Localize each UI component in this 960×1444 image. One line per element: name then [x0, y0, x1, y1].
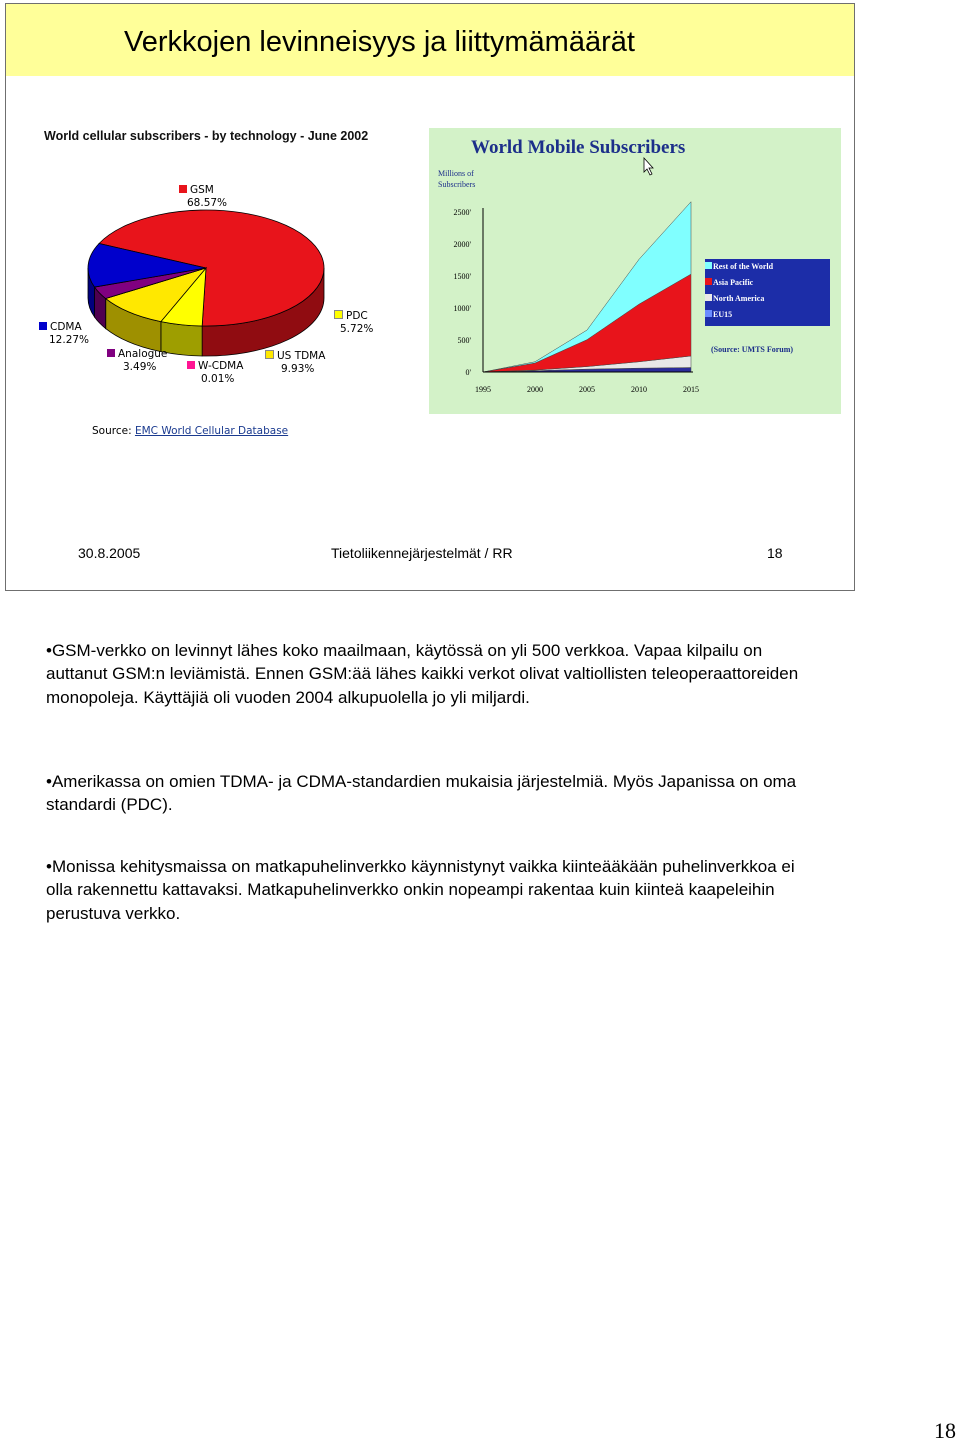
area-ytick-label: 0' [466, 368, 472, 377]
pie-label-gsm-name: GSM [190, 184, 214, 196]
pie-label-wcdma-value: 0.01% [187, 373, 243, 386]
pie-label-ustdma-name: US TDMA [277, 350, 325, 362]
footer-center: Tietoliikennejärjestelmät / RR [331, 544, 513, 562]
area-legend-label: Asia Pacific [713, 278, 754, 287]
area-chart-title: World Mobile Subscribers [471, 137, 685, 159]
pdc-swatch [334, 310, 343, 319]
area-xtick-label: 2005 [579, 385, 595, 394]
paragraph-2: •Amerikassa on omien TDMA- ja CDMA-standardien mukaisia järjestelmiä. Myös Japanissa on oma standardi (PDC). [46, 770, 816, 817]
pie-label-wcdma-name: W-CDMA [198, 360, 243, 372]
area-xtick-label: 1995 [475, 385, 491, 394]
pie-label-analogue-value: 3.49% [107, 361, 167, 374]
pie-label-cdma-name: CDMA [50, 321, 82, 333]
area-legend-label: Rest of the World [713, 262, 774, 271]
area-legend-label: EU15 [713, 310, 732, 319]
pie-label-gsm-value: 68.57% [179, 197, 227, 210]
pie-label-ustdma-value: 9.93% [265, 363, 325, 376]
pie-label-analogue-name: Analogue [118, 348, 167, 360]
pie-source-prefix: Source: [92, 425, 135, 437]
slide-frame [5, 3, 855, 591]
wcdma-swatch [187, 361, 195, 369]
area-xtick-label: 2015 [683, 385, 699, 394]
area-legend-swatch [705, 262, 712, 269]
area-ytick-label: 2000' [454, 240, 472, 249]
pie-label-wcdma [187, 360, 243, 386]
area-legend-swatch [705, 310, 712, 317]
pie-label-analogue [107, 348, 167, 374]
area-ytick-label: 1000' [454, 304, 472, 313]
pie-source [92, 425, 288, 437]
pie-label-pdc [334, 310, 373, 336]
pie-label-cdma [39, 321, 89, 347]
paragraph-3: •Monissa kehitysmaissa on matkapuhelinverkko käynnistynyt vaikka kiinteääkään puhelinverkkoa ei olla rakennettu kattavaksi. Matkapuhelinverkko onkin nopeampi rakentaa kuin kiinteä kaapeleihin perustuva verkko. [46, 855, 816, 925]
pie-label-cdma-value: 12.27% [39, 334, 89, 347]
slide-title: Verkkojen levinneisyys ja liittymämäärät [124, 24, 635, 60]
cdma-swatch [39, 322, 47, 330]
ustdma-swatch [265, 350, 274, 359]
pie-label-gsm [179, 184, 227, 210]
area-legend-swatch [705, 294, 712, 301]
area-legend-label: North America [713, 294, 764, 303]
area-ytick-label: 1500' [454, 272, 472, 281]
pie-label-pdc-value: 5.72% [334, 323, 373, 336]
area-legend-swatch [705, 278, 712, 285]
footer-date: 30.8.2005 [78, 544, 140, 562]
pie-label-pdc-name: PDC [346, 310, 368, 322]
paragraph-1: •GSM-verkko on levinnyt lähes koko maailmaan, käytössä on yli 500 verkkoa. Vapaa kilpailu on auttanut GSM:n leviämistä. Ennen GSM:ää lähes kaikki verkot olivat valtiollisten teleoperaattoreiden monopoleja. Käyttäjiä oli vuoden 2004 alkupuolella jo yli miljardi. [46, 639, 816, 709]
analogue-swatch [107, 349, 115, 357]
cursor-icon [644, 158, 653, 175]
area-xtick-label: 2000 [527, 385, 543, 394]
area-xtick-label: 2010 [631, 385, 647, 394]
page-number: 18 [934, 1418, 956, 1444]
footer-page: 18 [767, 544, 783, 562]
area-ytick-label: 500' [458, 336, 472, 345]
pie-source-link[interactable]: EMC World Cellular Database [135, 425, 288, 437]
area-chart [429, 128, 841, 414]
pie-label-ustdma [265, 350, 325, 376]
area-source: (Source: UMTS Forum) [711, 345, 793, 354]
pie-chart-title: World cellular subscribers - by technology - June 2002 [44, 129, 368, 143]
gsm-swatch [179, 185, 187, 193]
area-chart-panel [429, 128, 841, 414]
area-y-axis-label: Millions of Subscribers [438, 169, 475, 189]
area-ytick-label: 2500' [454, 208, 472, 217]
